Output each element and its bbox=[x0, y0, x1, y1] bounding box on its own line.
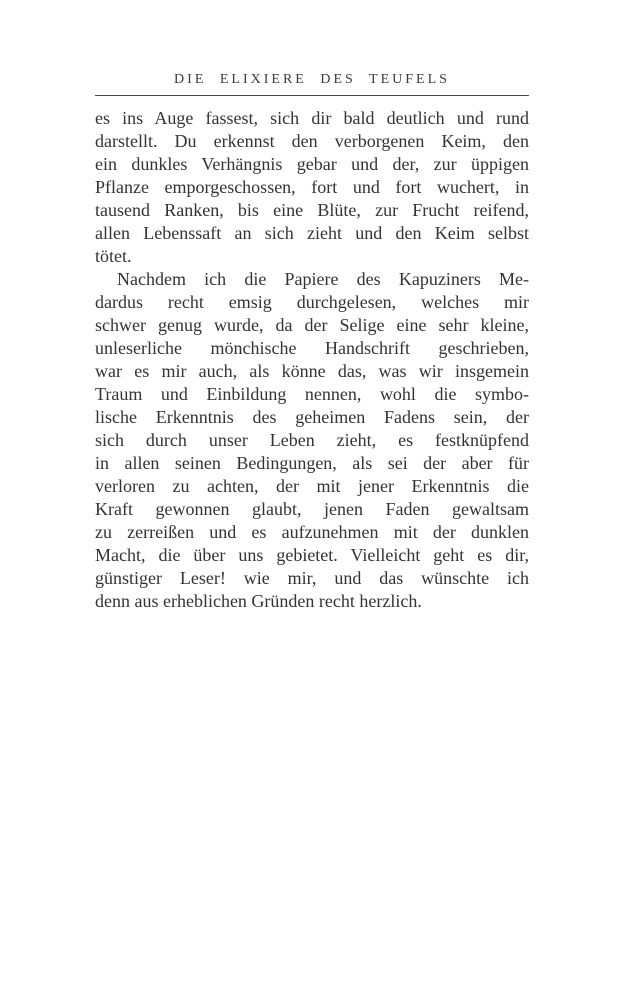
paragraph bbox=[95, 268, 529, 613]
text-line: tausend Ranken, bis eine Blüte, zur Frucht reifend, bbox=[95, 200, 529, 220]
text-line: darstellt. Du erkennst den verborgenen Keim, den bbox=[95, 131, 529, 151]
text-line: denn aus erheblichen Gründen recht herzlich. bbox=[95, 591, 422, 611]
text-line: lische Erkenntnis des geheimen Fadens sein, der bbox=[95, 407, 529, 427]
running-header bbox=[95, 71, 529, 96]
text-line: Macht, die über uns gebietet. Vielleicht geht es dir, bbox=[95, 545, 529, 565]
text-line: es ins Auge fassest, sich dir bald deutlich und rund bbox=[95, 108, 529, 128]
text-line: Nachdem ich die Papiere des Kapuziners Me- bbox=[117, 269, 529, 289]
text-line: sich durch unser Leben zieht, es festknüpfend bbox=[95, 430, 529, 450]
text-line: war es mir auch, als könne das, was wir insgemein bbox=[95, 361, 529, 381]
text-line: Pflanze emporgeschossen, fort und fort wuchert, in bbox=[95, 177, 529, 197]
text-line: Kraft gewonnen glaubt, jenen Faden gewaltsam bbox=[95, 499, 529, 519]
text-line: zu zerreißen und es aufzunehmen mit der dunklen bbox=[95, 522, 529, 542]
text-line: ein dunkles Verhängnis gebar und der, zur üppigen bbox=[95, 154, 529, 174]
text-line: in allen seinen Bedingungen, als sei der aber für bbox=[95, 453, 529, 473]
text-line: tötet. bbox=[95, 246, 132, 266]
running-header-title: DIE ELIXIERE DES TEUFELS bbox=[174, 72, 450, 87]
text-line: dardus recht emsig durchgelesen, welches mir bbox=[95, 292, 529, 312]
text-line: allen Lebenssaft an sich zieht und den Keim selbst bbox=[95, 223, 529, 243]
text-line: schwer genug wurde, da der Selige eine sehr kleine, bbox=[95, 315, 529, 335]
body-text bbox=[95, 107, 529, 613]
text-line: verloren zu achten, der mit jener Erkenntnis die bbox=[95, 476, 529, 496]
text-line: günstiger Leser! wie mir, und das wünschte ich bbox=[95, 568, 529, 588]
text-line: Traum und Einbildung nennen, wohl die symbo- bbox=[95, 384, 529, 404]
paragraph bbox=[95, 107, 529, 268]
text-line: unleserliche mönchische Handschrift geschrieben, bbox=[95, 338, 529, 358]
